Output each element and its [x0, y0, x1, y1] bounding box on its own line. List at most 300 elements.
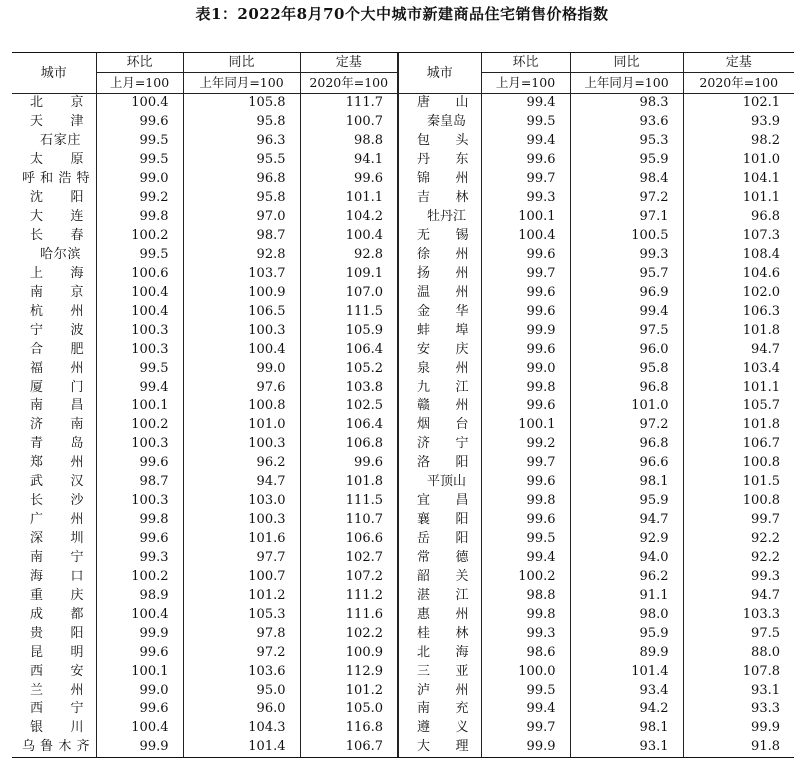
fixed-header-left: 定基 — [300, 53, 398, 73]
yoy-value-left: 100.3 — [183, 511, 300, 530]
city-name-left: 青岛 — [30, 436, 84, 452]
yoy-value-left: 97.2 — [183, 643, 300, 662]
mom-value-right: 99.8 — [481, 492, 570, 511]
mom-value-right: 99.6 — [481, 473, 570, 492]
fixed-value-right: 107.3 — [683, 227, 794, 246]
yoy-value-right: 96.8 — [570, 435, 683, 454]
city-name-left: 南宁 — [30, 549, 84, 565]
yoy-value-left: 96.8 — [183, 170, 300, 189]
city-name-right: 秦皇岛 — [398, 113, 481, 132]
city-header-left: 城市 — [12, 53, 96, 94]
table-body — [12, 94, 794, 757]
city-name-left: 乌鲁木齐 — [22, 739, 90, 755]
city-name-left: 兰州 — [30, 682, 84, 698]
fixed-value-left: 112.9 — [300, 662, 398, 681]
city-name-left: 石家庄 — [40, 133, 81, 149]
mom-value-left: 99.5 — [96, 151, 183, 170]
price-index-table-container — [12, 52, 794, 758]
fixed-value-left: 100.9 — [300, 643, 398, 662]
mom-value-left: 100.2 — [96, 567, 183, 586]
mom-value-right: 99.4 — [481, 549, 570, 568]
city-name-right: 湛江 — [398, 586, 481, 605]
yoy-value-right: 97.2 — [570, 189, 683, 208]
mom-value-right: 99.9 — [481, 321, 570, 340]
city-name-right: 锦州 — [398, 170, 481, 189]
fixed-value-left: 111.7 — [300, 94, 398, 113]
city-name-right: 徐州 — [398, 246, 481, 265]
yoy-value-right: 96.8 — [570, 378, 683, 397]
yoy-value-right: 99.4 — [570, 302, 683, 321]
city-name-left: 西安 — [30, 663, 84, 679]
mom-value-left: 100.2 — [96, 416, 183, 435]
fixed-value-right: 97.5 — [683, 624, 794, 643]
yoy-value-left: 96.0 — [183, 700, 300, 719]
fixed-value-right: 91.8 — [683, 738, 794, 757]
fixed-value-right: 93.3 — [683, 700, 794, 719]
fixed-value-right: 100.8 — [683, 454, 794, 473]
yoy-value-left: 101.0 — [183, 416, 300, 435]
city-name-right: 赣州 — [398, 397, 481, 416]
yoy-value-right: 98.1 — [570, 473, 683, 492]
table-row — [12, 113, 794, 132]
fixed-value-right: 104.1 — [683, 170, 794, 189]
yoy-value-left: 100.9 — [183, 283, 300, 302]
city-name-right: 岳阳 — [398, 530, 481, 549]
mom-value-right: 99.3 — [481, 189, 570, 208]
mom-value-left: 99.6 — [96, 113, 183, 132]
mom-value-left: 99.4 — [96, 378, 183, 397]
city-name-right: 常德 — [398, 549, 481, 568]
fixed-value-left: 105.0 — [300, 700, 398, 719]
city-name-left: 济南 — [30, 417, 84, 433]
city-name-left: 海口 — [30, 568, 84, 584]
yoy-value-right: 93.6 — [570, 113, 683, 132]
city-name-right: 襄阳 — [398, 511, 481, 530]
fixed-value-left: 116.8 — [300, 719, 398, 738]
yoy-value-right: 95.9 — [570, 492, 683, 511]
table-row — [12, 586, 794, 605]
yoy-value-right: 98.4 — [570, 170, 683, 189]
fixed-value-right: 108.4 — [683, 246, 794, 265]
fixed-value-left: 106.8 — [300, 435, 398, 454]
fixed-value-left: 99.6 — [300, 454, 398, 473]
city-name-left: 郑州 — [30, 455, 84, 471]
mom-header-right: 环比 — [481, 53, 570, 73]
city-name-left: 哈尔滨 — [40, 246, 81, 262]
fixed-value-left: 105.9 — [300, 321, 398, 340]
mom-value-right: 99.7 — [481, 719, 570, 738]
table-header — [12, 53, 794, 94]
mom-value-left: 99.5 — [96, 359, 183, 378]
city-name-left: 银川 — [30, 720, 84, 736]
city-name-left: 大连 — [30, 209, 84, 225]
fixed-value-left: 111.6 — [300, 605, 398, 624]
fixed-value-left: 99.6 — [300, 170, 398, 189]
yoy-value-left: 106.5 — [183, 302, 300, 321]
city-name-left: 厦门 — [30, 379, 84, 395]
table-row — [12, 283, 794, 302]
yoy-value-left: 100.4 — [183, 340, 300, 359]
mom-value-right: 100.1 — [481, 208, 570, 227]
mom-value-left: 100.3 — [96, 340, 183, 359]
city-header-right: 城市 — [398, 53, 481, 94]
city-name-right: 烟台 — [398, 416, 481, 435]
fixed-value-right: 88.0 — [683, 643, 794, 662]
yoy-value-right: 91.1 — [570, 586, 683, 605]
mom-value-left: 99.8 — [96, 208, 183, 227]
mom-value-left: 99.6 — [96, 454, 183, 473]
fixed-value-left: 111.2 — [300, 586, 398, 605]
mom-value-right: 99.2 — [481, 435, 570, 454]
table-row — [12, 719, 794, 738]
fixed-value-left: 101.8 — [300, 473, 398, 492]
city-name-right: 南充 — [398, 700, 481, 719]
fixed-value-left: 109.1 — [300, 264, 398, 283]
city-name-left: 南昌 — [30, 398, 84, 414]
mom-value-left: 99.6 — [96, 700, 183, 719]
fixed-base-left: 2020年=100 — [300, 73, 398, 94]
table-row — [12, 359, 794, 378]
city-name-right: 北海 — [398, 643, 481, 662]
yoy-value-left: 104.3 — [183, 719, 300, 738]
city-name-right: 金华 — [398, 302, 481, 321]
yoy-value-left: 103.7 — [183, 264, 300, 283]
mom-value-left: 100.4 — [96, 302, 183, 321]
table-row — [12, 605, 794, 624]
fixed-value-right: 100.8 — [683, 492, 794, 511]
yoy-value-right: 98.0 — [570, 605, 683, 624]
mom-value-left: 98.9 — [96, 586, 183, 605]
table-row — [12, 700, 794, 719]
table-row — [12, 416, 794, 435]
yoy-value-right: 95.7 — [570, 264, 683, 283]
mom-value-left: 99.8 — [96, 511, 183, 530]
city-name-left: 南京 — [30, 284, 84, 300]
fixed-value-right: 105.7 — [683, 397, 794, 416]
fixed-value-left: 100.4 — [300, 227, 398, 246]
fixed-value-right: 104.6 — [683, 264, 794, 283]
fixed-value-right: 94.7 — [683, 340, 794, 359]
fixed-value-right: 98.2 — [683, 132, 794, 151]
fixed-value-left: 106.6 — [300, 530, 398, 549]
yoy-value-left: 96.2 — [183, 454, 300, 473]
mom-value-left: 99.6 — [96, 530, 183, 549]
yoy-value-right: 95.3 — [570, 132, 683, 151]
yoy-value-right: 95.8 — [570, 359, 683, 378]
city-name-right: 平顶山 — [398, 473, 481, 492]
city-name-left: 贵阳 — [30, 625, 84, 641]
yoy-value-right: 96.2 — [570, 567, 683, 586]
fixed-header-right: 定基 — [683, 53, 794, 73]
mom-value-left: 100.2 — [96, 227, 183, 246]
mom-value-right: 99.5 — [481, 113, 570, 132]
fixed-value-left: 92.8 — [300, 246, 398, 265]
price-index-table — [12, 53, 794, 757]
table-row — [12, 132, 794, 151]
city-name-left: 宁波 — [30, 322, 84, 338]
mom-value-left: 100.4 — [96, 283, 183, 302]
mom-value-right: 99.8 — [481, 605, 570, 624]
mom-value-right: 100.1 — [481, 416, 570, 435]
mom-value-right: 98.8 — [481, 586, 570, 605]
fixed-value-left: 111.5 — [300, 492, 398, 511]
yoy-value-left: 101.6 — [183, 530, 300, 549]
city-name-left: 天津 — [30, 114, 84, 130]
table-row — [12, 492, 794, 511]
fixed-value-left: 100.7 — [300, 113, 398, 132]
yoy-value-right: 89.9 — [570, 643, 683, 662]
mom-value-left: 99.3 — [96, 549, 183, 568]
fixed-value-left: 101.1 — [300, 189, 398, 208]
table-row — [12, 662, 794, 681]
table-row — [12, 511, 794, 530]
fixed-value-left: 106.4 — [300, 340, 398, 359]
city-name-left: 武汉 — [30, 474, 84, 490]
yoy-value-right: 98.1 — [570, 719, 683, 738]
yoy-value-right: 101.0 — [570, 397, 683, 416]
mom-value-left: 99.6 — [96, 643, 183, 662]
city-name-right: 蚌埠 — [398, 321, 481, 340]
yoy-value-left: 97.8 — [183, 624, 300, 643]
yoy-value-left: 95.8 — [183, 189, 300, 208]
city-name-left: 长沙 — [30, 493, 84, 509]
city-name-right: 扬州 — [398, 264, 481, 283]
yoy-base-left: 上年同月=100 — [183, 73, 300, 94]
mom-value-right: 99.6 — [481, 283, 570, 302]
yoy-value-left: 95.0 — [183, 681, 300, 700]
fixed-value-right: 101.1 — [683, 189, 794, 208]
city-name-right: 泸州 — [398, 681, 481, 700]
fixed-value-right: 99.3 — [683, 567, 794, 586]
mom-value-right: 99.7 — [481, 170, 570, 189]
city-name-right: 惠州 — [398, 605, 481, 624]
table-row — [12, 738, 794, 757]
yoy-value-left: 101.2 — [183, 586, 300, 605]
yoy-value-right: 96.0 — [570, 340, 683, 359]
fixed-value-right: 93.9 — [683, 113, 794, 132]
mom-value-left: 99.2 — [96, 189, 183, 208]
city-name-left: 长春 — [30, 228, 84, 244]
yoy-value-left: 97.7 — [183, 549, 300, 568]
mom-value-right: 99.7 — [481, 454, 570, 473]
yoy-value-right: 101.4 — [570, 662, 683, 681]
yoy-value-right: 92.9 — [570, 530, 683, 549]
yoy-header-left: 同比 — [183, 53, 300, 73]
city-name-right: 济宁 — [398, 435, 481, 454]
fixed-value-right: 93.1 — [683, 681, 794, 700]
table-row — [12, 151, 794, 170]
yoy-value-right: 97.1 — [570, 208, 683, 227]
table-row — [12, 473, 794, 492]
yoy-value-left: 100.3 — [183, 321, 300, 340]
table-row — [12, 302, 794, 321]
yoy-value-left: 103.0 — [183, 492, 300, 511]
table-row — [12, 567, 794, 586]
yoy-value-right: 93.4 — [570, 681, 683, 700]
yoy-value-left: 95.8 — [183, 113, 300, 132]
city-name-right: 唐山 — [398, 94, 481, 113]
city-name-right: 丹东 — [398, 151, 481, 170]
yoy-value-right: 94.7 — [570, 511, 683, 530]
mom-value-left: 98.7 — [96, 473, 183, 492]
fixed-value-right: 103.3 — [683, 605, 794, 624]
fixed-value-left: 107.2 — [300, 567, 398, 586]
fixed-value-right: 102.1 — [683, 94, 794, 113]
city-name-right: 洛阳 — [398, 454, 481, 473]
city-name-left: 沈阳 — [30, 190, 84, 206]
city-name-right: 三亚 — [398, 662, 481, 681]
mom-value-left: 99.5 — [96, 246, 183, 265]
city-name-right: 温州 — [398, 283, 481, 302]
table-row — [12, 321, 794, 340]
mom-header-left: 环比 — [96, 53, 183, 73]
mom-value-right: 99.6 — [481, 246, 570, 265]
yoy-value-left: 105.8 — [183, 94, 300, 113]
fixed-value-right: 101.0 — [683, 151, 794, 170]
mom-value-right: 99.6 — [481, 302, 570, 321]
fixed-value-right: 101.1 — [683, 378, 794, 397]
yoy-value-right: 94.0 — [570, 549, 683, 568]
mom-value-right: 99.5 — [481, 681, 570, 700]
city-name-right: 大理 — [398, 738, 481, 757]
table-row — [12, 94, 794, 113]
table-row — [12, 189, 794, 208]
yoy-value-right: 94.2 — [570, 700, 683, 719]
yoy-value-right: 93.1 — [570, 738, 683, 757]
table-row — [12, 208, 794, 227]
city-name-left: 昆明 — [30, 644, 84, 660]
yoy-value-left: 97.6 — [183, 378, 300, 397]
mom-base-left: 上月=100 — [96, 73, 183, 94]
mom-value-right: 100.2 — [481, 567, 570, 586]
yoy-value-left: 96.3 — [183, 132, 300, 151]
mom-value-left: 100.3 — [96, 321, 183, 340]
yoy-value-left: 99.0 — [183, 359, 300, 378]
yoy-value-right: 96.9 — [570, 283, 683, 302]
yoy-value-left: 100.3 — [183, 435, 300, 454]
fixed-value-right: 94.7 — [683, 586, 794, 605]
yoy-value-right: 97.5 — [570, 321, 683, 340]
table-row — [12, 378, 794, 397]
fixed-value-right: 92.2 — [683, 530, 794, 549]
mom-value-right: 99.4 — [481, 132, 570, 151]
fixed-value-left: 107.0 — [300, 283, 398, 302]
yoy-value-right: 95.9 — [570, 151, 683, 170]
yoy-value-right: 95.9 — [570, 624, 683, 643]
fixed-value-right: 103.4 — [683, 359, 794, 378]
city-name-left: 广州 — [30, 512, 84, 528]
mom-value-left: 100.3 — [96, 435, 183, 454]
city-name-right: 遵义 — [398, 719, 481, 738]
fixed-value-left: 104.2 — [300, 208, 398, 227]
fixed-value-right: 101.8 — [683, 416, 794, 435]
mom-value-left: 100.4 — [96, 605, 183, 624]
mom-value-left: 100.4 — [96, 719, 183, 738]
mom-value-right: 99.6 — [481, 340, 570, 359]
fixed-value-left: 111.5 — [300, 302, 398, 321]
city-name-left: 深圳 — [30, 531, 84, 547]
fixed-value-left: 102.7 — [300, 549, 398, 568]
yoy-value-left: 101.4 — [183, 738, 300, 757]
mom-value-right: 99.9 — [481, 738, 570, 757]
fixed-value-right: 99.7 — [683, 511, 794, 530]
mom-value-right: 99.0 — [481, 359, 570, 378]
city-name-right: 泉州 — [398, 359, 481, 378]
mom-value-right: 100.4 — [481, 227, 570, 246]
fixed-value-left: 101.2 — [300, 681, 398, 700]
table-row — [12, 549, 794, 568]
mom-value-right: 100.0 — [481, 662, 570, 681]
table-row — [12, 624, 794, 643]
fixed-value-left: 94.1 — [300, 151, 398, 170]
city-name-right: 韶关 — [398, 567, 481, 586]
fixed-value-left: 106.4 — [300, 416, 398, 435]
yoy-value-right: 96.6 — [570, 454, 683, 473]
city-name-left: 重庆 — [30, 587, 84, 603]
fixed-value-left: 106.7 — [300, 738, 398, 757]
mom-value-right: 99.4 — [481, 700, 570, 719]
city-name-right: 包头 — [398, 132, 481, 151]
table-row — [12, 340, 794, 359]
mom-value-left: 100.6 — [96, 264, 183, 283]
fixed-value-left: 102.5 — [300, 397, 398, 416]
mom-base-right: 上月=100 — [481, 73, 570, 94]
mom-value-left: 99.0 — [96, 681, 183, 700]
city-name-left: 呼和浩特 — [22, 171, 90, 187]
mom-value-right: 99.6 — [481, 511, 570, 530]
yoy-value-left: 100.7 — [183, 567, 300, 586]
mom-value-right: 98.6 — [481, 643, 570, 662]
city-name-right: 无锡 — [398, 227, 481, 246]
fixed-value-right: 107.8 — [683, 662, 794, 681]
table-row — [12, 170, 794, 189]
mom-value-left: 100.3 — [96, 492, 183, 511]
mom-value-left: 99.0 — [96, 170, 183, 189]
mom-value-right: 99.6 — [481, 151, 570, 170]
city-name-left: 成都 — [30, 606, 84, 622]
table-row — [12, 264, 794, 283]
mom-value-left: 100.1 — [96, 662, 183, 681]
fixed-base-right: 2020年=100 — [683, 73, 794, 94]
yoy-value-right: 97.2 — [570, 416, 683, 435]
fixed-value-left: 110.7 — [300, 511, 398, 530]
yoy-value-left: 94.7 — [183, 473, 300, 492]
mom-value-right: 99.8 — [481, 378, 570, 397]
mom-value-left: 99.5 — [96, 132, 183, 151]
table-row — [12, 246, 794, 265]
table-row — [12, 435, 794, 454]
fixed-value-right: 92.2 — [683, 549, 794, 568]
mom-value-left: 99.9 — [96, 738, 183, 757]
city-name-right: 宜昌 — [398, 492, 481, 511]
mom-value-right: 99.7 — [481, 264, 570, 283]
fixed-value-left: 105.2 — [300, 359, 398, 378]
table-row — [12, 681, 794, 700]
fixed-value-left: 98.8 — [300, 132, 398, 151]
yoy-value-left: 95.5 — [183, 151, 300, 170]
yoy-value-right: 100.5 — [570, 227, 683, 246]
table-row — [12, 530, 794, 549]
fixed-value-right: 106.7 — [683, 435, 794, 454]
yoy-value-left: 97.0 — [183, 208, 300, 227]
city-name-right: 吉林 — [398, 189, 481, 208]
table-row — [12, 227, 794, 246]
city-name-right: 九江 — [398, 378, 481, 397]
fixed-value-left: 102.2 — [300, 624, 398, 643]
fixed-value-right: 101.8 — [683, 321, 794, 340]
fixed-value-right: 106.3 — [683, 302, 794, 321]
city-name-right: 牡丹江 — [398, 208, 481, 227]
